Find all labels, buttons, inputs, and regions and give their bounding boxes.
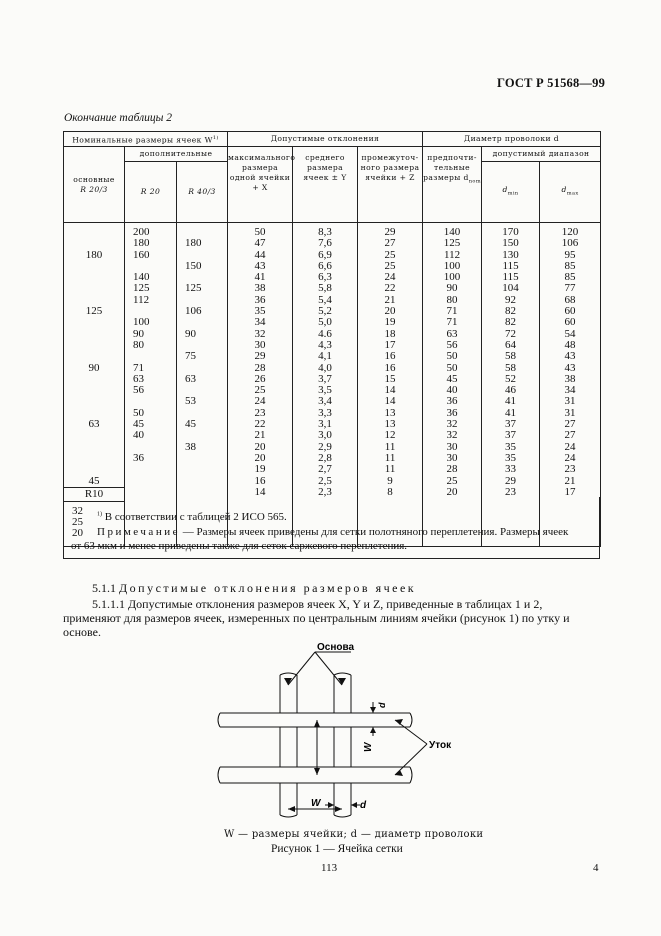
note-line-2: от 63 мкм и менее приведены также для сеток саржевого переплетения.: [71, 540, 408, 552]
document-code: ГОСТ Р 51568—99: [497, 76, 606, 90]
header-wire-diameter: Диаметр проволоки d: [423, 132, 601, 147]
table-caption: Окончание таблицы 2: [64, 112, 172, 124]
paragraph-line-2: применяют для размеров ячеек, измеренных по центральным линиям ячейки (рисунок 1) по утку и: [63, 611, 570, 625]
r10-rows: 32 25 20: [64, 501, 125, 546]
header-intermediate: промежуточ-ного размера ячейки + Z: [358, 147, 423, 223]
mesh-cell-figure: [205, 640, 465, 830]
column-dmin: 170 150 130 115 115 104 92 82 82 72 64 58 58 52 46 41 41 37 37 35 35 33 29 23: [482, 223, 540, 547]
header-additional: дополнительные: [125, 147, 228, 162]
label-w-vertical: W: [363, 742, 374, 752]
header-preferred: предпочти-тельные размеры $d_{nom}$: [423, 147, 482, 223]
label-weft: Уток: [429, 740, 452, 751]
column-dnom: 140 125 112 100 100 90 80 71 71 63 56 50 50 45 40 36 36 32 32 30 30 28 25 20: [423, 223, 482, 547]
header-nominal: Номинальные размеры ячеек $W^{1)}$: [64, 132, 228, 147]
r10-label: R10: [64, 487, 125, 501]
header-r40: R 40/3: [177, 162, 228, 223]
footnote: $^{1)}$ В соответствии с таблицей 2 ИСО 565.: [97, 511, 287, 523]
header-mean: среднего размера ячеек ± Y: [293, 147, 358, 223]
column-x: 50 47 44 43 41 38 36 35 34 32 30 29 28 26 25 24 23 22 21 20 20 19 16 14: [228, 223, 293, 547]
table-notes: [63, 497, 600, 559]
label-w-horizontal: W: [311, 798, 321, 809]
label-warp: Основа: [317, 642, 355, 653]
header-dmin: $d_{min}$: [482, 162, 540, 223]
figure-caption: Рисунок 1 — Ячейка сетки: [271, 843, 403, 855]
column-y: 8,3 7,6 6,9 6,6 6,3 5,8 5,4 5,2 5,0 4.6 4,3 4,1 4,0 3,7 3,5 3,4 3,3 3,1 3,0 2,9 2,8 2,7 2,5 2,3: [293, 223, 358, 547]
column-r40: 180 150 125 106 90 75 63 53 45 38: [177, 223, 228, 547]
page-number-right: 4: [593, 862, 599, 874]
data-table: [63, 131, 601, 547]
header-r20: R 20: [125, 162, 177, 223]
column-basic: 180 125 90 63 45: [64, 223, 125, 488]
note-line-1: Примечание — Размеры ячеек приведены для сетки полотняного переплетения. Размеры ячеек: [97, 526, 569, 538]
figure-legend: W — размеры ячейки; d — диаметр проволоки: [224, 829, 484, 840]
header-max-single: максимального размера одной ячейки + X: [228, 147, 293, 223]
paragraph-line-1: 5.1.1.1 Допустимые отклонения размеров ячеек X, Y и Z, приведенные в таблицах 1 и 2,: [92, 597, 543, 611]
section-heading: 5.1.1 Допустимые отклонения размеров ячеек: [92, 581, 417, 595]
header-dmax: $d_{max}$: [540, 162, 601, 223]
paragraph-line-3: основе.: [63, 625, 101, 639]
label-d-horizontal: d: [360, 800, 367, 811]
column-z: 29 27 25 25 24 22 21 20 19 18 17 16 16 15 14 14 13 13 12 11 11 11 9 8: [358, 223, 423, 547]
label-d-vertical: d: [377, 702, 387, 708]
header-deviations: Допустимые отклонения: [228, 132, 423, 147]
page-number-center: 113: [321, 862, 338, 874]
header-basic: основные R 20/3: [64, 147, 125, 223]
header-allowed-range: допустимый диапазон: [482, 147, 601, 162]
column-dmax: 120 106 95 85 85 77 68 60 60 54 48 43 43 38 34 31 31 27 27 24 24 23 21 17: [540, 223, 601, 547]
column-r20: 200 180 160 140 125 112 100 90 80 71 63 56 50 45 40 36: [125, 223, 177, 547]
